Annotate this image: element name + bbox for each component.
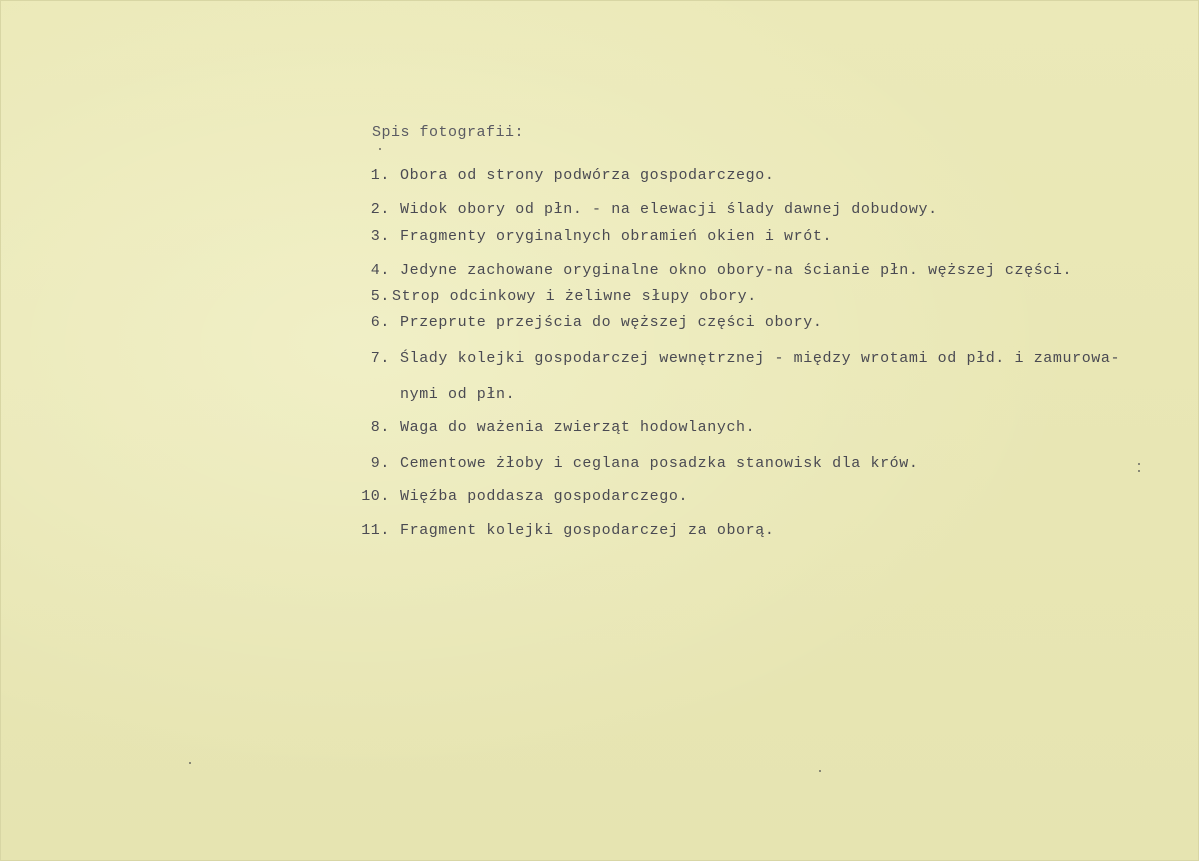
item-text: Jedyne zachowane oryginalne okno obory-na ścianie płn. węższej części. — [400, 262, 1073, 279]
list-item — [368, 201, 938, 218]
list-item — [368, 228, 832, 245]
list-item — [368, 419, 755, 436]
list-item — [368, 455, 918, 472]
list-item — [368, 167, 774, 184]
item-text: Cementowe żłoby i ceglana posadzka stanowisk dla krów. — [400, 455, 919, 472]
list-item — [368, 350, 1120, 367]
item-number: 6. — [370, 314, 390, 331]
item-number: 9. — [370, 455, 390, 472]
item-text: Waga do ważenia zwierząt hodowlanych. — [400, 419, 756, 436]
paper-speck — [1138, 470, 1140, 472]
list-item — [368, 288, 757, 305]
paper-speck — [1138, 463, 1140, 465]
list-item — [368, 314, 822, 331]
item-text: Obora od strony podwórza gospodarczego. — [400, 167, 775, 184]
item-text: Fragmenty oryginalnych obramień okien i wrót. — [400, 228, 833, 245]
item-text: Fragment kolejki gospodarczej za oborą. — [400, 522, 775, 539]
item-text: Przeprute przejścia do węższej części obory. — [400, 314, 823, 331]
item-number: 11. — [361, 522, 390, 539]
list-item — [358, 522, 774, 539]
item-text: Więźba poddasza gospodarczego. — [400, 488, 689, 505]
item-number: 3. — [370, 228, 390, 245]
item-text: Ślady kolejki gospodarczej wewnętrznej - między wrotami od płd. i zamurowa- — [400, 350, 1121, 367]
paper-speck — [379, 148, 381, 150]
list-heading: Spis fotografii: — [372, 124, 525, 141]
item-number: 10. — [361, 488, 390, 505]
item-text: nymi od płn. — [400, 386, 516, 403]
item-number: 5. — [370, 288, 390, 305]
list-item — [368, 386, 515, 403]
item-number: 8. — [370, 419, 390, 436]
item-text: Strop odcinkowy i żeliwne słupy obory. — [392, 288, 757, 305]
item-number: 2. — [370, 201, 390, 218]
item-number: 4. — [370, 262, 390, 279]
item-number: 7. — [370, 350, 390, 367]
item-text: Widok obory od płn. - na elewacji ślady dawnej dobudowy. — [400, 201, 938, 218]
list-item — [358, 488, 688, 505]
paper-speck — [819, 770, 821, 772]
paper-speck — [189, 762, 191, 764]
list-item — [368, 262, 1072, 279]
item-number: 1. — [370, 167, 390, 184]
